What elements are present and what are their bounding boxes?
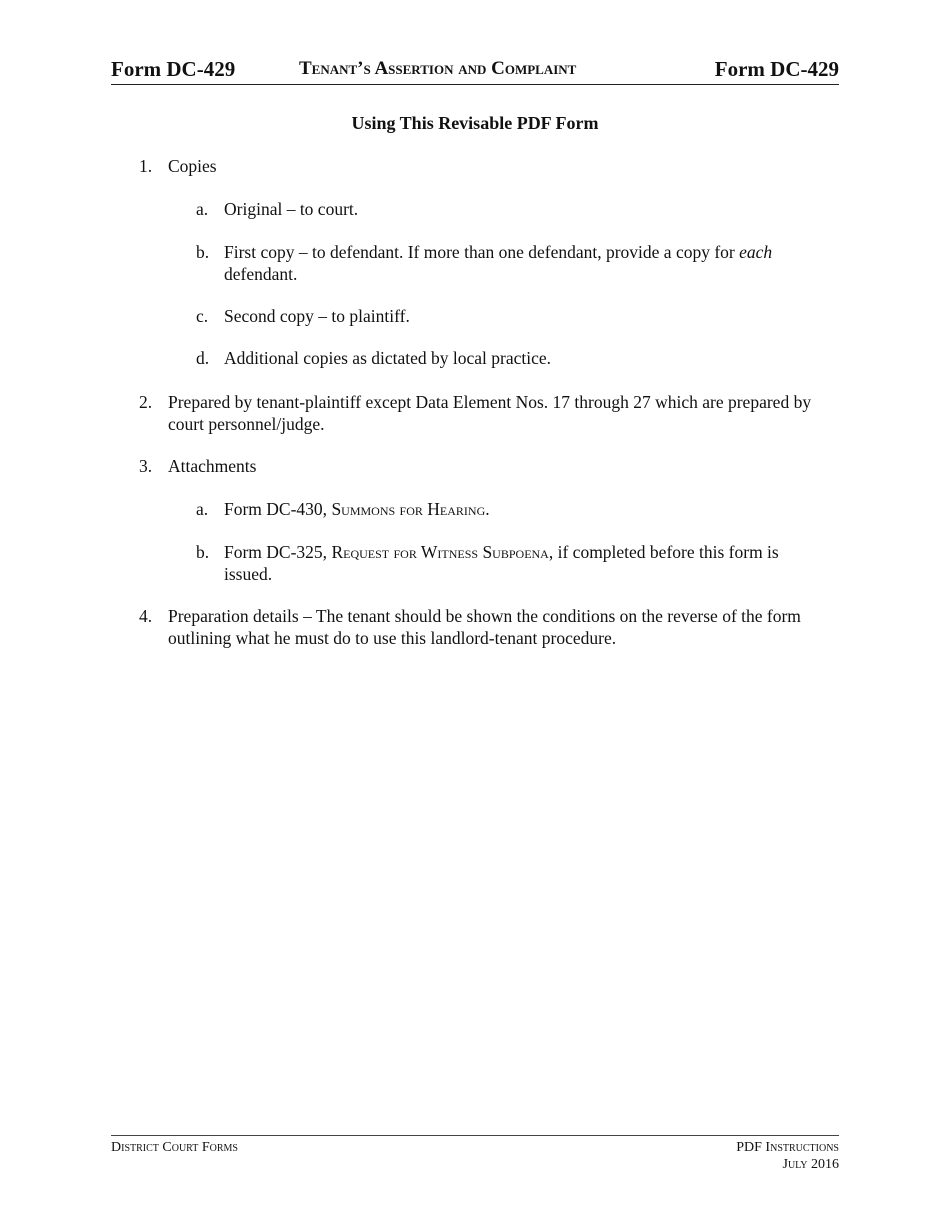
footer-date: July 2016 [782,1157,839,1172]
document-title: Using This Revisable PDF Form [351,113,599,133]
list-text: Copies [168,156,217,176]
page-footer [111,1135,839,1172]
sub-text: Original – to court. [224,199,359,219]
sub-text-part: . [485,499,490,519]
header-form-title: Tenant’s Assertion and Complaint [299,58,577,79]
sub-text-part: Form DC-325, [224,542,332,562]
sub-text-part: First copy – to defendant. If more than one defendant, provide a copy for [224,242,740,262]
sub-text [224,541,829,585]
list-text: Prepared by tenant-plaintiff except Data Element Nos. 17 through 27 which are prepared by court personnel/judge. [168,392,812,434]
list-number: 3. [139,456,153,476]
sub-number: a. [196,499,209,519]
sub-number: b. [196,242,210,262]
list-number: 4. [139,606,153,626]
sub-text-part: , if completed before this form is issued. [224,542,779,584]
sub-text [224,498,829,520]
form-name-small-caps: Request for Witness Subpoena [331,542,549,562]
header-form-number-left: Form DC-429 [111,57,236,81]
list-number: 2. [139,392,153,412]
sub-number: b. [196,542,210,562]
list-number: 1. [139,156,153,176]
sub-text: Second copy – to plaintiff. [224,306,410,326]
list-text: Attachments [168,456,257,476]
sub-number: c. [196,306,209,326]
sub-number: a. [196,199,209,219]
sub-text-part: defendant. [224,264,298,284]
sub-text: Additional copies as dictated by local practice. [224,348,552,368]
sub-text-emphasis: each [739,242,773,262]
footer-pdf-instructions: PDF Instructions [736,1140,839,1155]
sub-text-part: Form DC-430, [224,499,332,519]
sub-number: d. [196,348,210,368]
page-header [111,56,839,85]
header-form-number-right: Form DC-429 [714,57,839,81]
footer-right-block [736,1139,839,1173]
footer-left-label: District Court Forms [111,1140,238,1155]
form-name-small-caps: Summons for Hearing [331,499,486,519]
list-text: Preparation details – The tenant should be shown the conditions on the reverse of the form outlining what he must do to use this landlord-tenant procedure. [168,606,801,648]
sub-text [224,241,829,285]
